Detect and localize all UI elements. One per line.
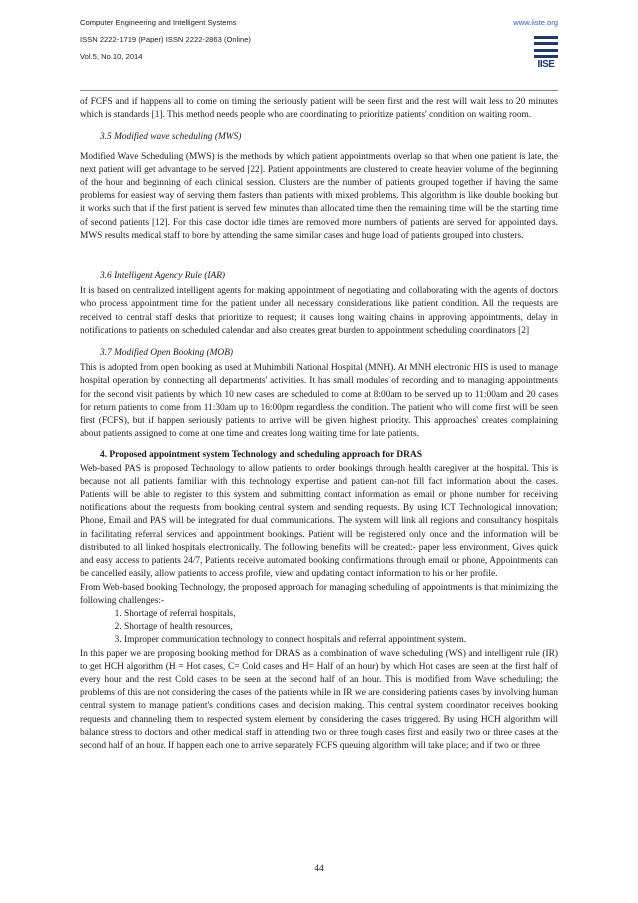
section-4-body-1: Web-based PAS is proposed Technology to allow patients to order bookings through health caregiver at the hospital. This is because not all patients familiar with this technology expertise and patient can-not fill fact information about the cases. Patients will be able to register to this system and submitting contact information as email or phone number for receiving notifications about the requests from booking central system and sending requests. By using ICT Technological innovation; Phone, Email and PAS will be integrated for dual communications. The system will link all regions and consultancy hospitals in facilitating referral services and appointment bookings. Patient will be registered only once and the information will be distributed to all linked hospitals electronically. The following benefits will be created:- paper less environment, Gives quick and easy access to patients 24/7, Patients receive automated booking confirmations through email or phone, Appointments can be cancelled easily, allow patients to access profile, view and updating contact information to his or her profile. <box>80 463 558 580</box>
section-4-body-3: In this paper we are proposing booking method for DRAS as a combination of wave scheduling (WS) and intelligent rule (IR) to get HCH algorithm (H = Hot cases, C= Cold cases and H= Half of an hour) by which Hot cases are seen at the first half of every hour and the rest Cold cases to be seen at the second half of an hour. This is modified from Wave scheduling; the problems of this are not considering the cases of the patients while in IR we are considering patients cases by involving human central system to manage patient's conditions cases and decision making. This central system coordinator receives booking requests and channeling them to respected system element by considering the cases triggered. By using HCH algorithm will balance stress to doctors and other medical staff in attending two or three tough cases first and easily two or three cases at the second half of an hour. If happen each one to arrive separately FCFS queuing algorithm will take place; and if two or three <box>80 648 558 751</box>
journal-url-link[interactable]: www.iiste.org <box>513 18 558 27</box>
list-item: 2. Shortage of health resources, <box>124 621 558 634</box>
section-3-5-body: Modified Wave Scheduling (MWS) is the methods by which patient appointments overlap so that when one patient is late, the next patient will get advantage to be served [22]. Patient appointments are clustered to create heavier volume of the beginning of the hour and beginning of each clinical session. Clusters are the number of patients grouped together if having the same problems for easiest way of serving them fasters than patients with mixed problems. This algorithm is like double booking but it works such that if the first patient is served few minutes than allocated time then the remaining time will be the starting time of second patients [12]. For this case doctor idle times are removed more numbers of patients are served for appointed days. MWS results medical staff to bore by attending the same similar cases and huge load of patients grouped into clusters. <box>80 151 558 241</box>
volume-line: Vol.5, No.10, 2014 <box>80 52 143 61</box>
section-3-6-body: It is based on centralized intelligent agents for making appointment of negotiating and collaborating with the agents of doctors who process appointment time for the patient under all necessary considerations like patient condition. All the requests are received to central staff desks that prioritize to request; it causes long waiting chains in approving appointments, delay in notifications to patients on scheduled calendar and also creates great burden to appointment scheduling coordinators [2] <box>80 286 558 336</box>
page-number: 44 <box>314 864 324 874</box>
logo-text: IISE <box>537 59 555 70</box>
iiste-logo-icon <box>534 36 558 76</box>
journal-name: Computer Engineering and Intelligent Systems <box>80 18 237 27</box>
issn-line: ISSN 2222-1719 (Paper) ISSN 2222-2863 (Online) <box>80 35 251 44</box>
journal-header <box>80 14 558 94</box>
section-3-7-body: This is adopted from open booking as used at Muhimbili National Hospital (MNH). At MNH electronic HIS is used to manage hospital operation by connecting all departments' activities. It has small modules of recording and to managing appointments for the second visit patients by which 10 new cases are scheduled to come at 8:00am to be served up to 11:00am and 20 cases for return patients to come from 11:30am up to 16:00pm regardless the condition. The patient who will come first will be seen first (FCFS), but if happen seriously patients to arrive will be given highest priority. This approaches' creates complaining about patients assigned to come at one time and creates long waiting time for late patients. <box>80 363 558 440</box>
list-item: 1. Shortage of referral hospitals, <box>124 608 558 621</box>
section-3-5-title: 3.5 Modified wave scheduling (MWS) <box>100 132 242 143</box>
intro-paragraph: of FCFS and if happens all to come on timing the seriously patient will be seen first and the rest will wait less to 20 minutes which is standards [1]. This method needs people who are coordinating to prioritize patients' condition on waiting room. <box>80 97 558 121</box>
section-4-body-2: From Web-based booking Technology, the proposed approach for managing scheduling of appointments is that minimizing the following challenges:- <box>80 582 558 606</box>
list-item: 3. Improper communication technology to connect hospitals and referral appointment system. <box>124 634 558 647</box>
journal-info <box>80 14 251 65</box>
section-4-title: 4. Proposed appointment system Technology and scheduling approach for DRAS <box>100 450 422 461</box>
challenges-list <box>80 608 558 648</box>
article-body <box>80 96 558 753</box>
section-3-7-title: 3.7 Modified Open Booking (MOB) <box>100 348 234 359</box>
section-3-6-title: 3.6 Intelligent Agency Rule (IAR) <box>100 271 226 282</box>
header-divider <box>80 90 558 91</box>
